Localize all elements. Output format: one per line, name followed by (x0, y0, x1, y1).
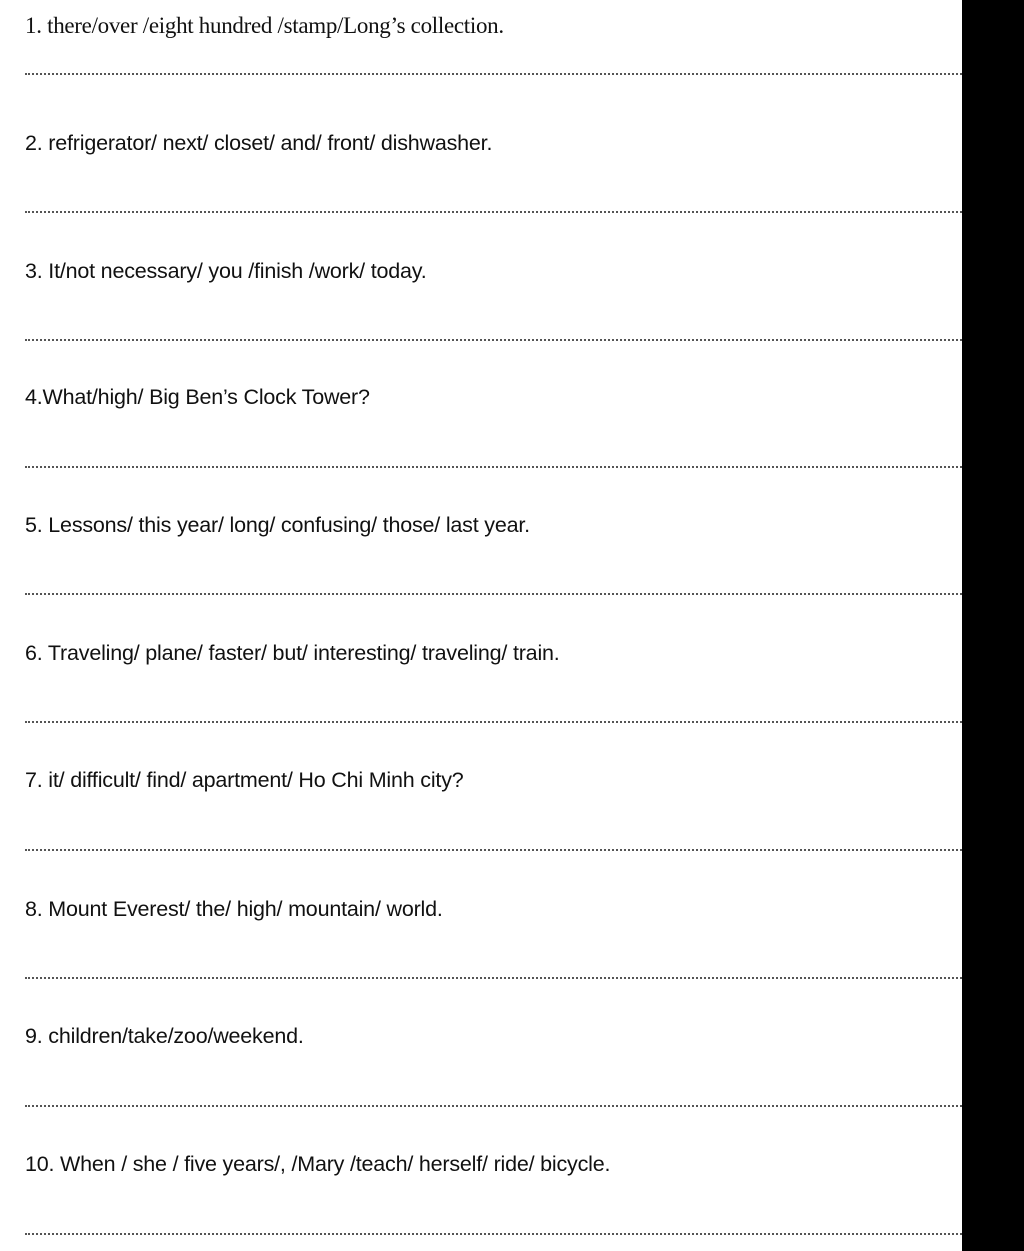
exercise-item-6: 6. Traveling/ plane/ faster/ but/ interesting/ traveling/ train. (25, 641, 560, 665)
answer-line-10[interactable] (25, 1233, 962, 1235)
answer-line-3[interactable] (25, 339, 962, 341)
exercise-item-4: 4.What/high/ Big Ben’s Clock Tower? (25, 385, 370, 409)
exercise-item-9: 9. children/take/zoo/weekend. (25, 1024, 304, 1048)
exercise-item-10: 10. When / she / five years/, /Mary /teach/ herself/ ride/ bicycle. (25, 1152, 611, 1176)
answer-line-9[interactable] (25, 1105, 962, 1107)
exercise-item-1: 1. there/over /eight hundred /stamp/Long’s collection. (25, 13, 504, 38)
exercise-item-7: 7. it/ difficult/ find/ apartment/ Ho Chi Minh city? (25, 768, 464, 792)
answer-line-2[interactable] (25, 211, 962, 213)
exercise-item-8: 8. Mount Everest/ the/ high/ mountain/ world. (25, 897, 443, 921)
right-black-margin (962, 0, 1024, 1251)
answer-line-6[interactable] (25, 721, 962, 723)
exercise-item-3: 3. It/not necessary/ you /finish /work/ today. (25, 259, 427, 283)
answer-line-7[interactable] (25, 849, 962, 851)
answer-line-8[interactable] (25, 977, 962, 979)
answer-line-4[interactable] (25, 466, 962, 468)
answer-line-1[interactable] (25, 73, 962, 75)
answer-line-5[interactable] (25, 593, 962, 595)
exercise-item-2: 2. refrigerator/ next/ closet/ and/ front/ dishwasher. (25, 131, 493, 155)
exercise-item-5: 5. Lessons/ this year/ long/ confusing/ those/ last year. (25, 513, 530, 537)
